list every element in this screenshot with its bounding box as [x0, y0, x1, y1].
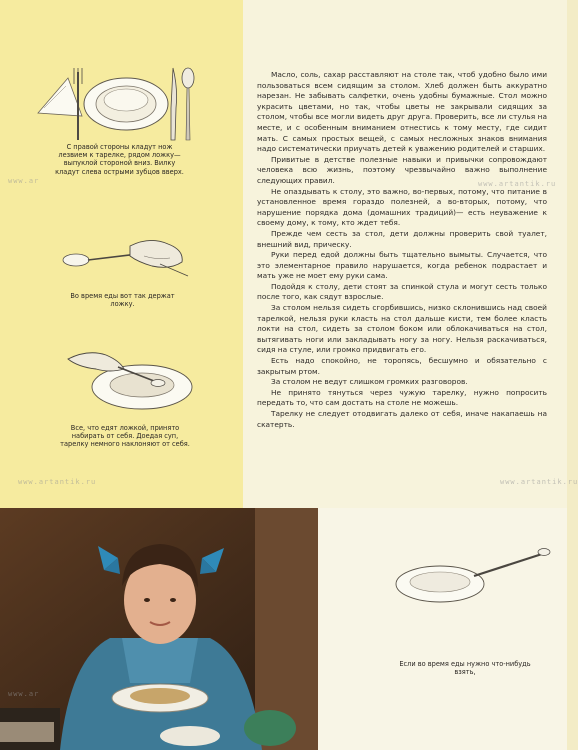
girl-eating-photo: [0, 508, 318, 750]
watermark: www.artantik.ru: [500, 478, 578, 486]
caption-reach: Если во время еды нужно что-нибудь взять,: [399, 660, 531, 677]
caption-soup: Все, что едят ложкой, принято набирать от себя. Доедая суп, тарелку немного наклоняют от себя.: [60, 424, 190, 449]
watermark: www.artantik.ru: [478, 180, 557, 188]
article-body: [257, 70, 547, 430]
paragraph: Не опаздывать к столу, это важно, во-первых, потому, что питание в установленное время гораздо полезней, а во-вторых, потому, что нарушение порядка дома (домашних традиций)— есть неуважение к своему дому, к тому, кто ждет тебя.: [257, 186, 547, 228]
paragraph: За столом не ведут слишком громких разговоров.: [271, 377, 468, 387]
watermark: www.artantik.ru: [18, 478, 97, 486]
paragraph: Есть надо спокойно, не торопясь, бесшумно и обязательно с закрытым ртом.: [257, 356, 547, 376]
paragraph: За столом нельзя сидеть сгорбившись, низко склонившись над своей тарелкой, нельзя руки класть на стол дальше кисти, тем более класть локти на стол, сидеть за столом боком или облокачиваться на стол, вытягивать ноги или закладывать ногу за ногу. Нельзя раскачиваться, сидя на стуле, или громко придвигать его.: [257, 303, 547, 355]
paragraph: Руки перед едой должны быть тщательно вымыты. Случается, что это элементарное правило нарушается, когда ребенок подрастает и мать уже не моет ему руки сама.: [257, 250, 547, 281]
caption-spoon: Во время еды вот так держат ложку.: [70, 292, 175, 309]
paragraph: Не принято тянуться через чужую тарелку, нужно попросить передать то, что сам достать на столе не можешь.: [257, 387, 547, 408]
paragraph: Привитые в детстве полезные навыки и привычки сопровождают человека всю жизнь, поэтому чрезвычайно важно выполнение следующих правил.: [257, 154, 547, 185]
paragraph: Тарелку не следует отодвигать далеко от себя, иначе накапаешь на скатерть.: [257, 409, 547, 429]
watermark: www.ar: [8, 177, 40, 185]
paragraph: Прежде чем сесть за стол, дети должны проверить свой туалет, внешний вид, прическу.: [257, 228, 547, 249]
spoon-hand-illustration: [60, 232, 190, 280]
soup-plate-illustration: [58, 345, 198, 415]
table-setting-illustration: [30, 58, 205, 148]
paragraph: Масло, соль, сахар расставляют на столе так, чтоб удобно было ими пользоваться всем сидящим за столом. Хлеб должен быть аккуратно нарезан. Не забывать салфетки, очень удобны бумажные. Стол можно украсить цветами, но так, чтобы цветы не закрывали сидящих за столом, чтобы все могли видеть друг друга. Проверить, все ли стулья на месте, и с особенным вниманием отнестись к тому месту, где сидит мать. С самых простых вещей, с самых несложных знаков внимания надо систематически приучать детей к уважению родителей и старших.: [257, 70, 547, 154]
caption-table-setting: С правой стороны кладут нож лезвием к тарелке, рядом ложку— выпуклой стороной вниз. Вилку кладут слева острыми зубцов вверх.: [55, 143, 184, 176]
paragraph: Подойдя к столу, дети стоят за спинкой стула и могут сесть только после того, как сядут взрослые.: [257, 281, 547, 302]
watermark: www.ar: [8, 690, 40, 698]
pan-spoon-illustration: [392, 542, 557, 612]
